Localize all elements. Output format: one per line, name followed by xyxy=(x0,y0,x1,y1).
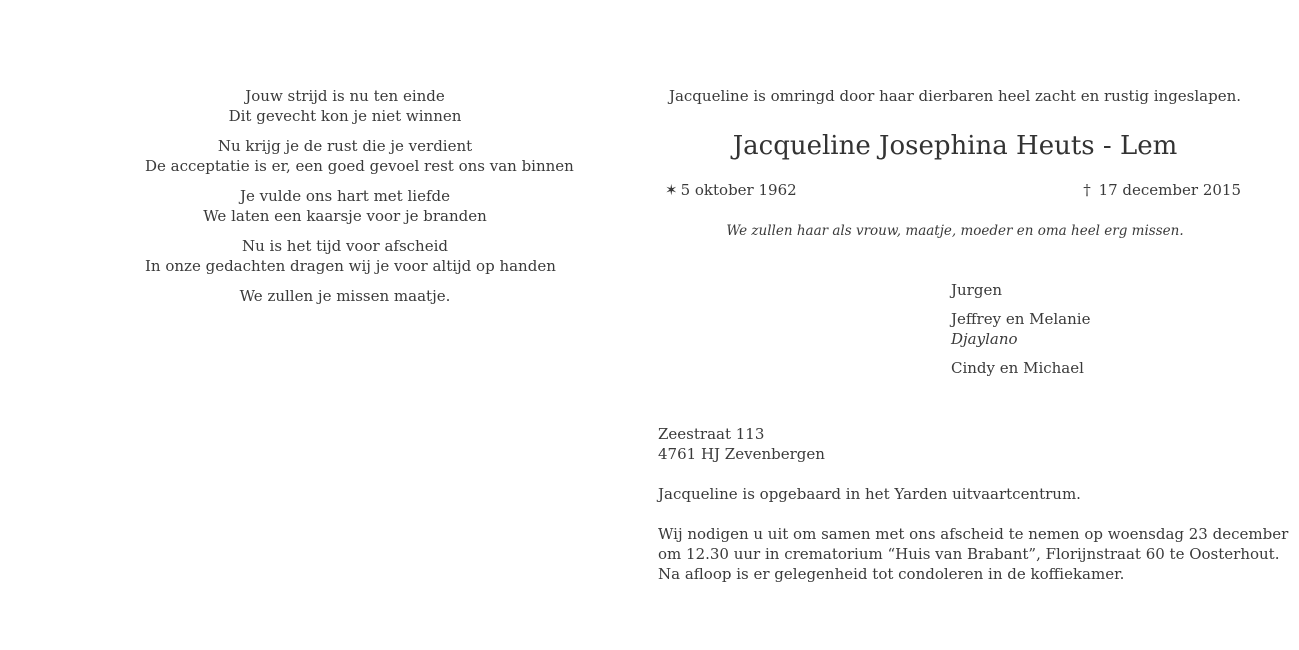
poem-line: Dit gevecht kon je niet winnen xyxy=(228,107,462,125)
death-date xyxy=(1083,180,1241,200)
intro-text: Jacqueline is omringd door haar dierbaren heel zacht en rustig ingeslapen. xyxy=(668,87,1242,105)
birth-date-text: 5 oktober 1962 xyxy=(680,181,797,199)
invitation-line: Wij nodigen u uit om samen met ons afscheid te nemen op woensdag 23 december xyxy=(658,525,1289,543)
deceased-name: Jacqueline Josephina Heuts - Lem xyxy=(732,131,1178,161)
family-member xyxy=(951,309,1090,349)
family-member xyxy=(951,280,1090,300)
poem-stanza xyxy=(145,186,545,226)
opgebaard-text: Jacqueline is opgebaard in het Yarden uitvaartcentrum. xyxy=(658,485,1081,503)
memorial-quote: We zullen haar als vrouw, maatje, moeder en oma heel erg missen. xyxy=(726,223,1184,239)
poem-stanza xyxy=(145,236,556,276)
death-date-text: 17 december 2015 xyxy=(1098,181,1241,199)
invitation-line: om 12.30 uur in crematorium “Huis van Brabant”, Florijnstraat 60 te Oosterhout. xyxy=(658,545,1280,563)
address xyxy=(658,424,1288,464)
poem-stanza xyxy=(145,286,545,306)
address-street: Zeestraat 113 xyxy=(658,425,765,443)
family-member-names: Jurgen xyxy=(951,281,1002,299)
poem-line: We zullen je missen maatje. xyxy=(239,287,451,305)
family-member xyxy=(951,358,1090,378)
poem-line: Jouw strijd is nu ten einde xyxy=(245,87,445,105)
poem-line: In onze gedachten dragen wij je voor altijd op handen xyxy=(145,257,556,275)
poem xyxy=(145,86,574,316)
poem-line: Nu is het tijd voor afscheid xyxy=(241,237,448,255)
family-member-child: Djaylano xyxy=(951,330,1018,348)
poem-line: Nu krijg je de rust die je verdient xyxy=(217,137,473,155)
practical-info xyxy=(658,424,1288,604)
poem-line: We laten een kaarsje voor je branden xyxy=(203,207,487,225)
birth-star-icon: ✶ xyxy=(665,181,678,199)
poem-line: De acceptatie is er, een goed gevoel rest ons van binnen xyxy=(145,157,574,175)
poem-stanza xyxy=(145,86,545,126)
family-list xyxy=(951,280,1090,387)
poem-stanza xyxy=(145,136,574,176)
family-member-names: Jeffrey en Melanie xyxy=(951,310,1091,328)
death-cross-icon: † xyxy=(1083,181,1091,199)
invitation-line: Na afloop is er gelegenheid tot condoleren in de koffiekamer. xyxy=(658,565,1125,583)
address-city: 4761 HJ Zevenbergen xyxy=(658,445,825,463)
invitation-text xyxy=(658,524,1288,584)
poem-line: Je vulde ons hart met liefde xyxy=(240,187,450,205)
family-member-names: Cindy en Michael xyxy=(951,359,1084,377)
birth-date xyxy=(665,180,797,200)
